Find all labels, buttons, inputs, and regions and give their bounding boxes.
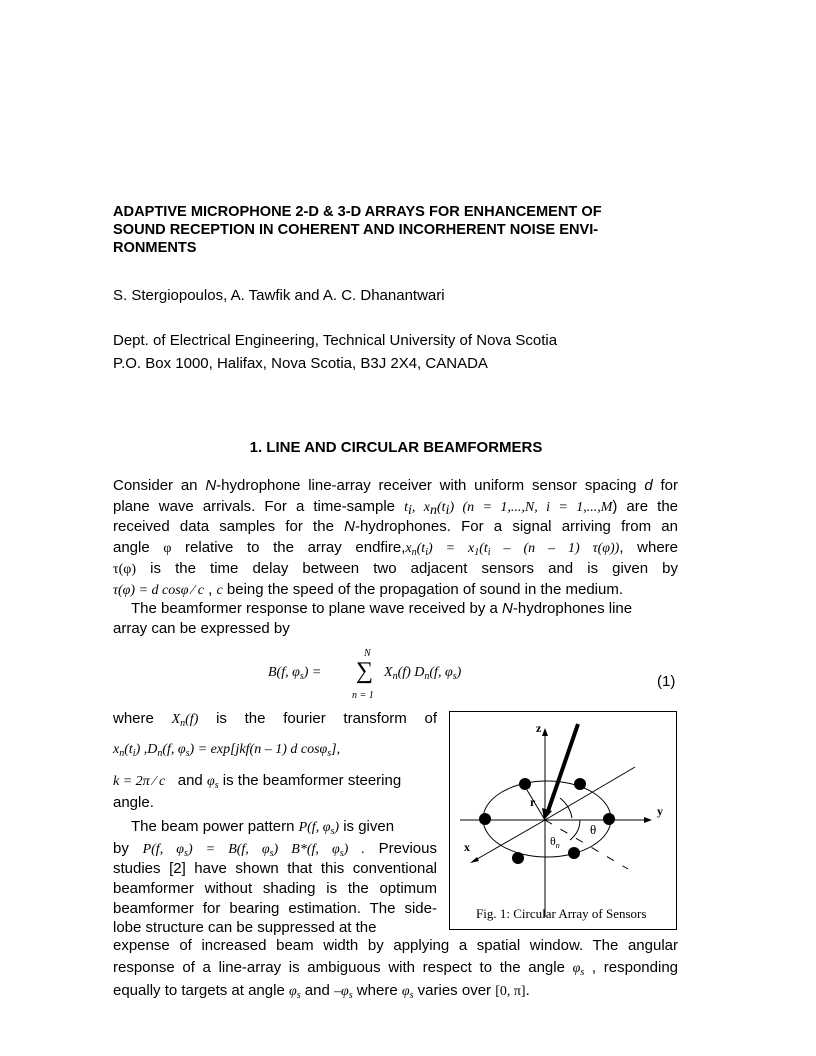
- p2-line-2: array can be expressed by: [113, 620, 290, 637]
- p4-line-8: response of a line-array is ambiguous with respect to the angle $\varphi_s$ , responding: [113, 959, 678, 978]
- sensor-5: [512, 852, 524, 864]
- eq1-sum-top: N: [364, 648, 371, 659]
- sensor-6: [568, 847, 580, 859]
- title-line-1: ADAPTIVE MICROPHONE 2-D & 3-D ARRAYS FOR ENHANCEMENT OF: [113, 204, 602, 220]
- p4-line-6: lobe structure can be suppressed at the: [113, 919, 377, 936]
- affiliation-line-1: Dept. of Electrical Engineering, Technical University of Nova Scotia: [113, 332, 558, 349]
- p4-line-4: beamformer without shading is the optimum: [113, 880, 437, 897]
- title-line-2: SOUND RECEPTION IN COHERENT AND INCORHERENT NOISE ENVI-: [113, 222, 599, 238]
- paper-title: [113, 203, 693, 257]
- p1-line-3: received data samples for the N-hydrophones. For a signal arriving from an: [113, 518, 678, 535]
- authors: S. Stergiopoulos, A. Tawfik and A. C. Dhanantwari: [113, 287, 445, 304]
- eq1-number: (1): [657, 673, 676, 690]
- label-y: y: [657, 804, 663, 818]
- p1-line-5: τ(φ) is the time delay between two adjacent sensors and is given by: [113, 560, 678, 577]
- sensor-4: [574, 778, 586, 790]
- p3-line-2: $x_n(t_i)$ $,D_n(f$, $\varphi_s) = \exp[jkf(n - 1)$ d cosφ$_s$],: [113, 742, 341, 759]
- p2-line-1: The beamformer response to plane wave received by a N-hydrophones line: [131, 600, 633, 617]
- p3-line-1: where $X_n(f)$ is the fourier transform of: [113, 710, 437, 729]
- p4-line-5: beamformer for bearing estimation. The side-: [113, 900, 437, 917]
- eq1-lhs: B(f, $\varphi_s$) =: [268, 665, 322, 682]
- circular-array-diagram: [450, 712, 676, 929]
- p4-line-7: expense of increased beam width by applying a spatial window. The angular: [113, 937, 678, 954]
- p1-line-2: plane wave arrivals. For a time-sample $t_i$, $x_n(t_i) (n = 1,...,N$, i = 1,...,M) are the: [113, 498, 679, 518]
- label-theta-n: $\theta_n$: [550, 834, 560, 850]
- sensor-3: [519, 778, 531, 790]
- p3-line-3: k = 2π ⁄ c and $\varphi_s$ is the beamformer steering: [113, 772, 402, 791]
- p4-line-1: The beam power pattern P(f, $\varphi_s$) is given: [131, 818, 395, 837]
- figure-caption: Fig. 1: Circular Array of Sensors: [476, 906, 647, 921]
- sensor-2: [603, 813, 615, 825]
- p1-line-4: angle φ relative to the array $endfire,x_n(t_i) = x_1(t_i - (n - 1)$ τ(φ)), where: [113, 539, 678, 558]
- theta-arc: [570, 820, 580, 840]
- label-r: r: [530, 795, 536, 809]
- label-x: x: [464, 840, 470, 854]
- label-z: z: [536, 721, 542, 735]
- p4-line-2: by P(f, $\varphi_s) = B(f$, $\varphi_s$) B*(f, $\varphi_s$) . Previous: [113, 840, 437, 859]
- title-line-3: RONMENTS: [113, 240, 197, 256]
- p4-line-9: equally to targets at angle $\varphi_s$ and $-\varphi_s$ where $\varphi_s$ varies over [0, π].: [113, 982, 530, 1001]
- x-axis: [472, 820, 545, 862]
- section-heading: 1. LINE AND CIRCULAR BEAMFORMERS: [249, 439, 543, 456]
- p3-line-4: angle.: [113, 794, 154, 811]
- eq1-sum-symbol: ∑: [356, 658, 374, 684]
- y-axis-arrow: [644, 817, 652, 823]
- eq1-rhs: $X_n(f)$ $D_n(f$, $\varphi_s$): [384, 665, 462, 682]
- p1-line-1: Consider an N-hydrophone line-array receiver with uniform sensor spacing d for: [113, 477, 678, 494]
- affiliation-line-2: P.O. Box 1000, Halifax, Nova Scotia, B3J 2X4, CANADA: [113, 355, 488, 372]
- figure-1: [449, 711, 677, 930]
- z-axis-arrow: [542, 728, 548, 736]
- sensor-1: [479, 813, 491, 825]
- p1-line-6: τ(φ) = d cosφ ⁄ c , c being the speed of the propagation of sound in the medium.: [113, 581, 624, 598]
- p4-line-3: studies [2] have shown that this conventional: [113, 860, 437, 877]
- label-theta: θ: [590, 822, 597, 837]
- eq1-sum-bottom: n = 1: [352, 690, 374, 701]
- x-axis-arrow: [470, 857, 479, 863]
